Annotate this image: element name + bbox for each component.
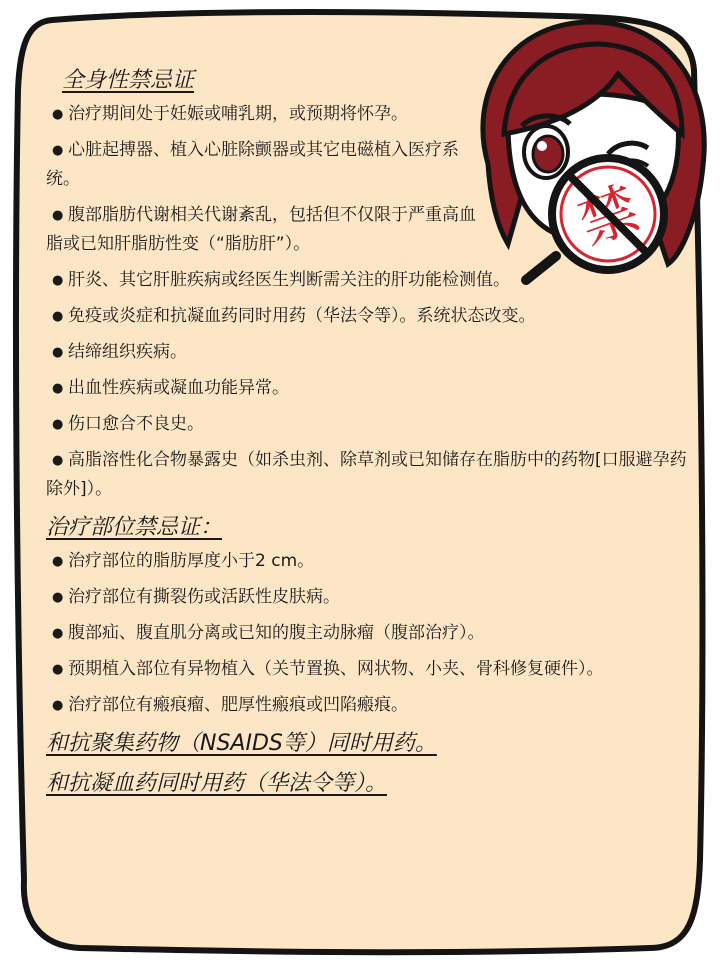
systemic-contraindication-list-cont (46, 266, 696, 504)
section-heading-systemic: 全身性禁忌证 (62, 68, 195, 93)
list-item: ● 治疗部位有瘢痕瘤、肥厚性瘢痕或凹陷瘢痕。 (46, 691, 696, 720)
list-item: ● 治疗期间处于妊娠或哺乳期，或预期将怀孕。 (46, 100, 478, 129)
list-item: ● 心脏起搏器、植入心脏除颤器或其它电磁植入医疗系统。 (46, 136, 478, 194)
closing-line-anticoagulants: 和抗凝血药同时用药（华法令等）。 (46, 771, 388, 796)
list-item: ● 预期植入部位有异物植入（关节置换、网状物、小夹、骨科修复硬件）。 (46, 655, 696, 684)
content-area (46, 64, 696, 801)
closing-line-nsaids: 和抗聚集药物（NSAIDS等）同时用药。 (46, 731, 437, 756)
list-item: ● 腹部脂肪代谢相关代谢紊乱，包括但不仅限于严重高血脂或已知肝脂肪性变（“脂肪肝”）。 (46, 201, 478, 259)
systemic-contraindication-list (46, 100, 478, 259)
list-item: ● 高脂溶性化合物暴露史（如杀虫剂、除草剂或已知储存在脂肪中的药物[口服避孕药除外]）。 (46, 446, 696, 504)
list-item: ● 治疗部位的脂肪厚度小于2 cm。 (46, 547, 696, 576)
list-item: ● 伤口愈合不良史。 (46, 410, 696, 439)
list-item: ● 出血性疾病或凝血功能异常。 (46, 374, 696, 403)
list-item: ● 腹部疝、腹直肌分离或已知的腹主动脉瘤（腹部治疗）。 (46, 619, 696, 648)
section-heading-treatment-site: 治疗部位禁忌证： (46, 515, 223, 540)
treatment-site-contraindication-list (46, 547, 696, 720)
list-item: ● 肝炎、其它肝脏疾病或经医生判断需关注的肝功能检测值。 (46, 266, 696, 295)
list-item: ● 免疫或炎症和抗凝血药同时用药（华法令等）。系统状态改变。 (46, 302, 696, 331)
list-item: ● 治疗部位有撕裂伤或活跃性皮肤病。 (46, 583, 696, 612)
list-item: ● 结缔组织疾病。 (46, 338, 696, 367)
